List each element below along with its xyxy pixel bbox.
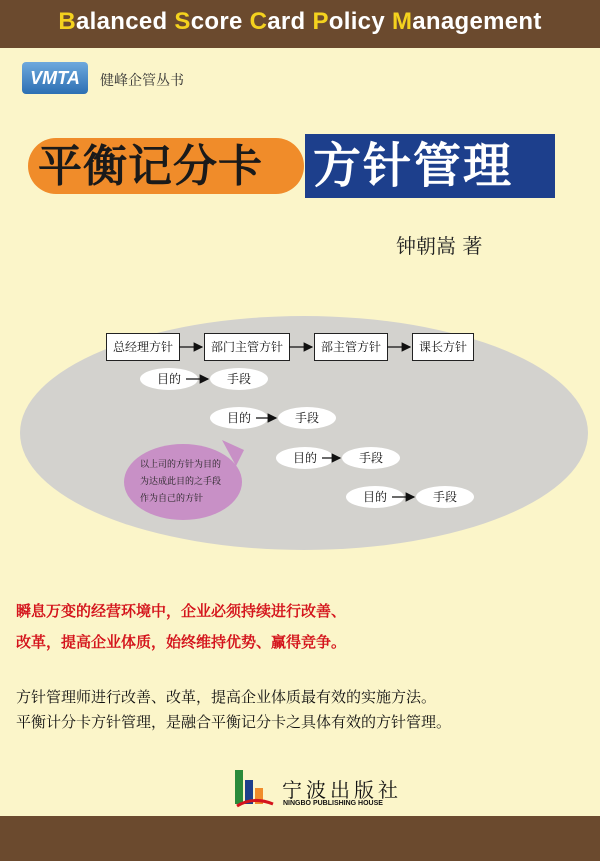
author: 钟朝嵩 著 [396, 234, 483, 258]
highlight-text: 瞬息万变的经营环境中，企业必须持续进行改善、 改革，提高企业体质，始终维持优势、赢得竞争。 [16, 602, 347, 651]
goal-ellipse: 目的 [210, 407, 268, 429]
flow-box-division-head: 课长方针 [412, 333, 474, 361]
flow-box-general-manager: 总经理方针 [106, 333, 180, 361]
flow-box-dept-head: 部门主管方针 [204, 333, 290, 361]
goal-ellipse: 目的 [346, 486, 404, 508]
title-right: 方针管理 [313, 138, 514, 194]
bottom-band [0, 816, 600, 861]
body-text: 方针管理师进行改善、改革，提高企业体质最有效的实施方法。 平衡计分卡方针管理，是融合平衡记分卡之具体有效的方针管理。 [16, 688, 452, 731]
speech-bubble-text: 以上司的方针为目的 为达成此目的之手段 作为自己的方针 [140, 460, 222, 504]
vmta-logo: VMTA [22, 62, 88, 94]
means-ellipse: 手段 [416, 486, 474, 508]
english-title: Balanced Score Card Policy Management [58, 8, 542, 35]
means-ellipse: 手段 [278, 407, 336, 429]
publisher-name: 宁波出版社 [282, 778, 402, 802]
publisher-english: NINGBO PUBLISHING HOUSE [283, 800, 383, 807]
title-left: 平衡记分卡 [38, 141, 263, 192]
means-ellipse: 手段 [210, 368, 268, 390]
goal-ellipse: 目的 [276, 447, 334, 469]
goal-ellipse: 目的 [140, 368, 198, 390]
publisher-logo-icon [233, 766, 275, 810]
means-ellipse: 手段 [342, 447, 400, 469]
flow-box-section-head: 部主管方针 [314, 333, 388, 361]
series-name: 健峰企管丛书 [100, 73, 184, 89]
